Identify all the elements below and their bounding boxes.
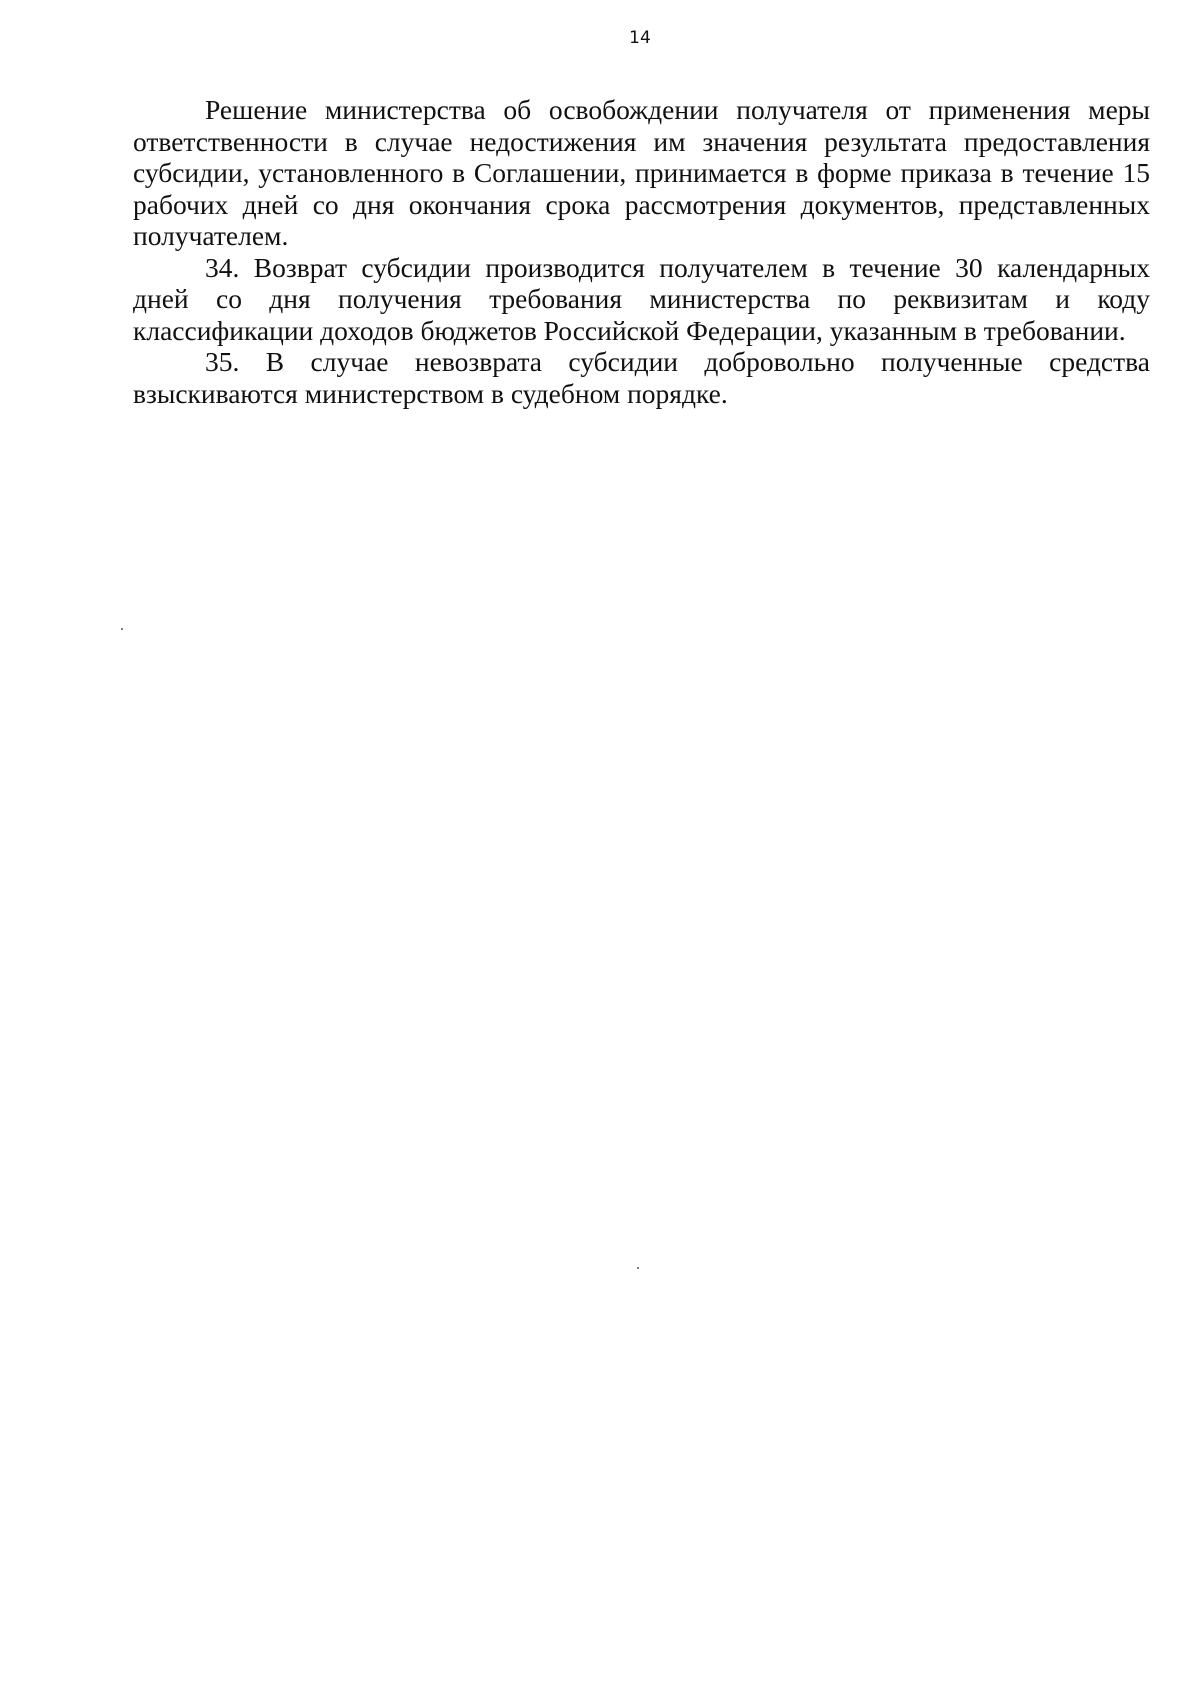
document-body <box>133 94 1150 409</box>
paragraph-34-subsidy-return: 34. Возврат субсидии производится получателем в течение 30 календарных дней со дня получения требования министерства по реквизитам и коду классификации доходов бюджетов Российской Федерации, указанным в требовании. <box>133 251 1150 346</box>
paragraph-liability-exemption: Решение министерства об освобождении получателя от применения меры ответственности в случае недостижения им значения результата предоставления субсидии, установленного в Соглашении, принимается в форме приказа в течение 15 рабочих дней со дня окончания срока рассмотрения документов, представленных получателем. <box>133 94 1150 251</box>
scan-speck <box>121 628 123 630</box>
page-number: 14 <box>629 28 651 48</box>
scan-speck <box>637 1267 639 1269</box>
paragraph-35-court-recovery: 35. В случае невозврата субсидии добровольно полученные средства взыскиваются министерством в судебном порядке. <box>133 346 1150 409</box>
